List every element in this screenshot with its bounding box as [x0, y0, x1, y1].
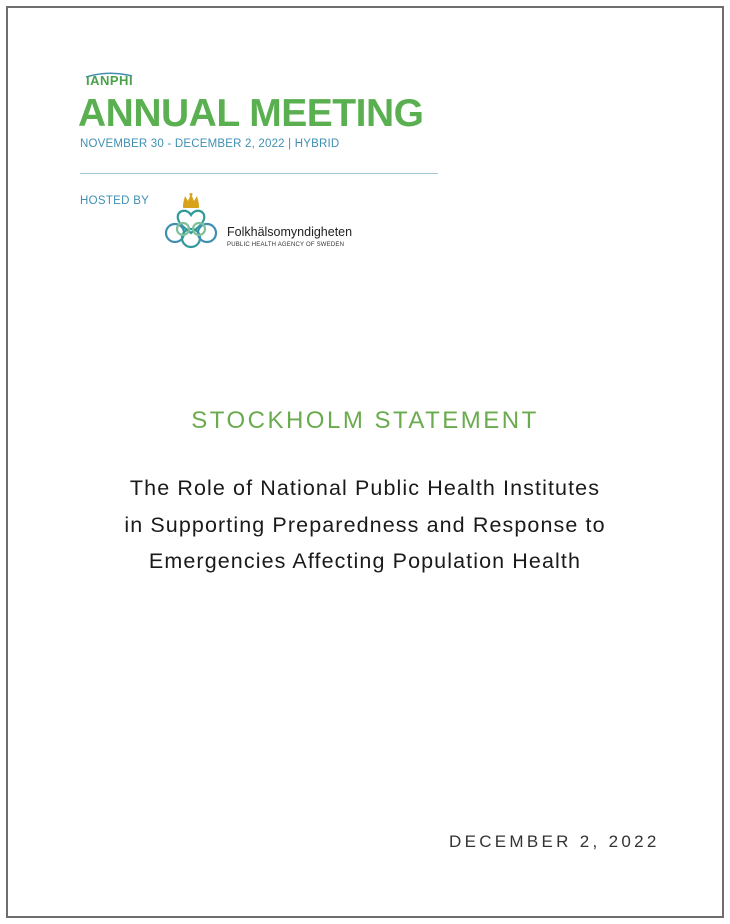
statement-title-line: Emergencies Affecting Population Health: [148, 549, 582, 573]
agency-subname: PUBLIC HEALTH AGENCY OF SWEDEN: [227, 242, 345, 248]
statement-title: [0, 470, 730, 580]
meeting-dates: NOVEMBER 30 - DECEMBER 2, 2022 | HYBRID: [80, 138, 340, 150]
statement-title-line: in Supporting Preparedness and Response to: [124, 512, 606, 537]
annual-meeting-title: ANNUAL MEETING: [78, 92, 424, 135]
statement-title-line: The Role of National Public Health Institutes: [129, 476, 601, 500]
agency-name: Folkhälsomyndigheten: [227, 225, 353, 239]
agency-emblem-icon: [163, 193, 223, 255]
statement-label: STOCKHOLM STATEMENT: [191, 407, 539, 434]
ianphi-logo: IANPHI: [86, 73, 134, 88]
header-divider: [80, 173, 438, 174]
hosted-by-label: HOSTED BY: [80, 195, 150, 207]
statement-date: DECEMBER 2, 2022: [449, 832, 660, 851]
